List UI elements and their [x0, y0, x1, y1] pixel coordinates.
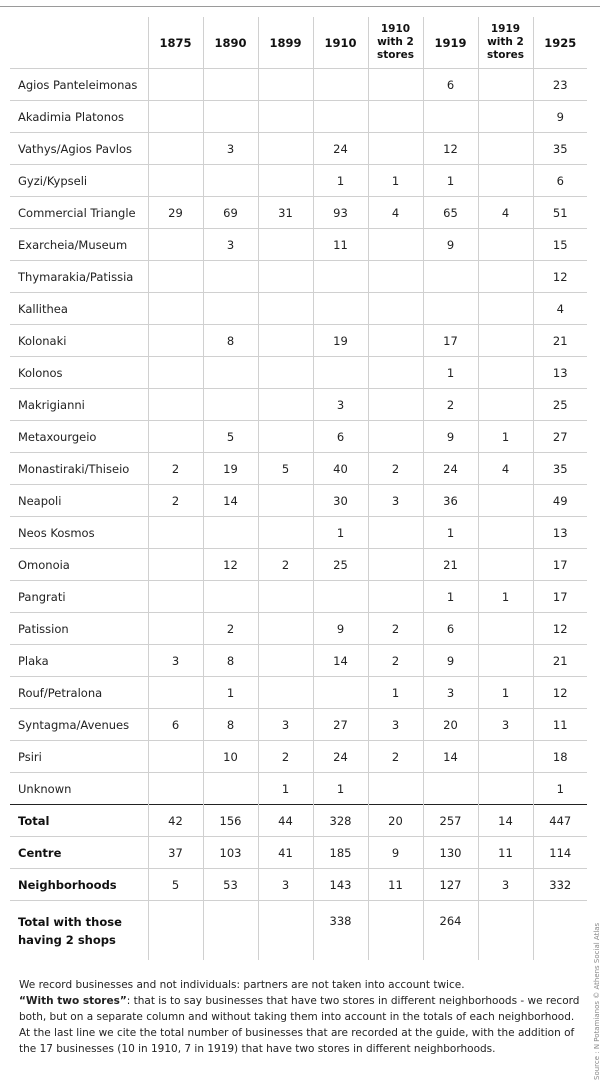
table-row — [10, 645, 587, 677]
table-row — [10, 741, 587, 773]
table-cell: 9 — [423, 421, 478, 453]
table-cell: 15 — [533, 229, 587, 261]
row-label: Metaxourgeio — [10, 421, 148, 453]
table-cell — [423, 261, 478, 293]
header-1899: 1899 — [258, 17, 313, 69]
table-cell — [148, 773, 203, 805]
table-cell: 1 — [203, 677, 258, 709]
table-cell — [478, 357, 533, 389]
table-row — [10, 581, 587, 613]
table-cell: 51 — [533, 197, 587, 229]
table-cell: 44 — [258, 805, 313, 837]
table-cell — [478, 229, 533, 261]
table-cell — [313, 69, 368, 101]
row-label: Kallithea — [10, 293, 148, 325]
table-cell — [368, 293, 423, 325]
table-cell — [478, 901, 533, 961]
table-cell — [258, 645, 313, 677]
table-cell: 338 — [313, 901, 368, 961]
table-cell: 14 — [423, 741, 478, 773]
row-label: Monastiraki/Thiseio — [10, 453, 148, 485]
table-row — [10, 293, 587, 325]
row-label: Makrigianni — [10, 389, 148, 421]
source-credit: Source : N Potamianos © Athens Social Atlas — [593, 922, 601, 1080]
row-label: Neapoli — [10, 485, 148, 517]
table-cell: 24 — [423, 453, 478, 485]
table-cell — [423, 293, 478, 325]
table-cell: 11 — [368, 869, 423, 901]
table-row — [10, 229, 587, 261]
table-cell: 21 — [533, 645, 587, 677]
table-cell: 2 — [148, 453, 203, 485]
table-row — [10, 261, 587, 293]
table-cell — [368, 773, 423, 805]
table-cell: 2 — [368, 453, 423, 485]
table-cell: 1 — [313, 165, 368, 197]
table-cell: 3 — [478, 709, 533, 741]
table-row — [10, 709, 587, 741]
table-cell: 8 — [203, 325, 258, 357]
table-cell: 27 — [313, 709, 368, 741]
table-cell: 93 — [313, 197, 368, 229]
table-cell — [258, 613, 313, 645]
table-cell: 29 — [148, 197, 203, 229]
table-cell — [258, 421, 313, 453]
table-row — [10, 325, 587, 357]
table-row — [10, 421, 587, 453]
table-cell — [148, 101, 203, 133]
table-cell: 1 — [423, 581, 478, 613]
table-cell — [148, 677, 203, 709]
table-cell — [478, 773, 533, 805]
table-cell: 25 — [533, 389, 587, 421]
table-cell: 12 — [533, 613, 587, 645]
table-cell — [148, 325, 203, 357]
table-cell: 11 — [313, 229, 368, 261]
table-cell: 12 — [203, 549, 258, 581]
table-cell: 103 — [203, 837, 258, 869]
table-cell: 9 — [313, 613, 368, 645]
table-cell: 2 — [148, 485, 203, 517]
table-cell: 2 — [258, 549, 313, 581]
table-cell — [423, 773, 478, 805]
note-line — [19, 993, 589, 1025]
table-cell: 1 — [423, 357, 478, 389]
table-cell: 19 — [203, 453, 258, 485]
table-cell: 6 — [148, 709, 203, 741]
table-cell — [148, 613, 203, 645]
table-cell: 6 — [423, 613, 478, 645]
table-cell: 12 — [533, 261, 587, 293]
table-cell: 8 — [203, 709, 258, 741]
table-cell: 13 — [533, 517, 587, 549]
top-rule — [0, 6, 600, 7]
table-cell: 130 — [423, 837, 478, 869]
table-cell: 3 — [423, 677, 478, 709]
table-cell — [313, 357, 368, 389]
row-label: Neighborhoods — [10, 869, 148, 901]
table-cell — [148, 517, 203, 549]
row-label: Plaka — [10, 645, 148, 677]
table-cell: 53 — [203, 869, 258, 901]
row-label: Psiri — [10, 741, 148, 773]
table-cell: 114 — [533, 837, 587, 869]
header-corner — [10, 17, 148, 69]
table-cell: 17 — [533, 581, 587, 613]
table-cell — [313, 677, 368, 709]
table-row — [10, 549, 587, 581]
table-cell — [203, 261, 258, 293]
table-cell — [478, 261, 533, 293]
table-cell: 1 — [533, 773, 587, 805]
table-cell: 2 — [423, 389, 478, 421]
table-cell: 6 — [313, 421, 368, 453]
table-cell: 14 — [478, 805, 533, 837]
table-cell: 49 — [533, 485, 587, 517]
table-cell — [368, 325, 423, 357]
header-1890: 1890 — [203, 17, 258, 69]
row-label: Rouf/Petralona — [10, 677, 148, 709]
table-cell — [368, 261, 423, 293]
table-cell — [258, 101, 313, 133]
table-cell — [368, 421, 423, 453]
table-cell: 4 — [478, 453, 533, 485]
table-cell: 264 — [423, 901, 478, 961]
table-cell — [478, 165, 533, 197]
table-row — [10, 613, 587, 645]
row-label: Kolonaki — [10, 325, 148, 357]
table-cell: 69 — [203, 197, 258, 229]
table-cell: 1 — [368, 165, 423, 197]
table-cell: 40 — [313, 453, 368, 485]
table-cell: 13 — [533, 357, 587, 389]
table-cell: 9 — [533, 101, 587, 133]
table-cell — [148, 549, 203, 581]
table-cell — [258, 357, 313, 389]
table-cell: 4 — [368, 197, 423, 229]
table-cell — [258, 581, 313, 613]
table-cell: 11 — [478, 837, 533, 869]
table-cell: 1 — [258, 773, 313, 805]
table-cell: 65 — [423, 197, 478, 229]
row-label: Total with those having 2 shops — [10, 901, 148, 961]
table-cell: 2 — [368, 613, 423, 645]
table-row — [10, 357, 587, 389]
table-cell: 2 — [258, 741, 313, 773]
table-cell: 42 — [148, 805, 203, 837]
note-line: We record businesses and not individuals: partners are not taken into account twice. — [19, 979, 465, 991]
table-cell: 23 — [533, 69, 587, 101]
table-cell: 1 — [313, 773, 368, 805]
table-cell: 1 — [423, 517, 478, 549]
table-cell: 3 — [368, 709, 423, 741]
table-cell: 2 — [368, 645, 423, 677]
table-cell: 10 — [203, 741, 258, 773]
table-cell: 35 — [533, 133, 587, 165]
table-cell: 31 — [258, 197, 313, 229]
table-cell: 3 — [203, 229, 258, 261]
table-cell: 3 — [148, 645, 203, 677]
note-line: At the last line we cite the total number of businesses that are recorded at the guide, with the addition of the 17 businesses (10 in 1910, 7 in 1919) that have two stores in different neighborhoods. — [19, 1027, 575, 1055]
table-cell: 17 — [423, 325, 478, 357]
row-label: Agios Panteleimonas — [10, 69, 148, 101]
table-cell: 6 — [533, 165, 587, 197]
table-cell: 9 — [423, 645, 478, 677]
row-label: Centre — [10, 837, 148, 869]
table-cell — [148, 901, 203, 961]
header-1919: 1919 — [423, 17, 478, 69]
header-row — [10, 17, 587, 69]
table-cell — [368, 357, 423, 389]
table-cell — [148, 581, 203, 613]
table-cell: 1 — [478, 421, 533, 453]
table-cell: 35 — [533, 453, 587, 485]
table-cell — [258, 677, 313, 709]
table-cell — [368, 901, 423, 961]
table-cell — [148, 229, 203, 261]
table-cell: 12 — [423, 133, 478, 165]
table-cell — [203, 773, 258, 805]
table-cell — [148, 741, 203, 773]
table-cell — [148, 69, 203, 101]
table-cell: 143 — [313, 869, 368, 901]
table-cell: 332 — [533, 869, 587, 901]
table-cell — [423, 101, 478, 133]
header-1925: 1925 — [533, 17, 587, 69]
table-cell — [368, 517, 423, 549]
table-cell: 5 — [148, 869, 203, 901]
table-cell — [203, 69, 258, 101]
table-cell: 3 — [203, 133, 258, 165]
table-cell: 9 — [423, 229, 478, 261]
table-cell — [148, 165, 203, 197]
table-cell: 3 — [478, 869, 533, 901]
table-cell: 1 — [423, 165, 478, 197]
table-cell: 20 — [368, 805, 423, 837]
table-cell — [478, 101, 533, 133]
table-cell: 1 — [478, 581, 533, 613]
table-cell — [258, 261, 313, 293]
table-row — [10, 69, 587, 101]
row-label: Unknown — [10, 773, 148, 805]
table-cell — [478, 325, 533, 357]
table-cell — [258, 901, 313, 961]
table-cell: 3 — [313, 389, 368, 421]
table-cell — [203, 901, 258, 961]
table-cell — [478, 389, 533, 421]
table-cell: 257 — [423, 805, 478, 837]
table-cell — [148, 389, 203, 421]
table-cell: 18 — [533, 741, 587, 773]
table-cell: 17 — [533, 549, 587, 581]
table-cell: 41 — [258, 837, 313, 869]
table-cell — [258, 133, 313, 165]
table-cell — [203, 517, 258, 549]
table-cell — [533, 901, 587, 961]
table-row — [10, 837, 587, 869]
table-cell — [368, 101, 423, 133]
row-label: Akadimia Platonos — [10, 101, 148, 133]
table-cell: 27 — [533, 421, 587, 453]
table-cell: 127 — [423, 869, 478, 901]
table-row — [10, 453, 587, 485]
table-cell: 3 — [258, 709, 313, 741]
table-cell — [148, 261, 203, 293]
businesses-table — [10, 17, 587, 960]
table-cell: 1 — [478, 677, 533, 709]
table-cell: 2 — [368, 741, 423, 773]
table-cell — [478, 517, 533, 549]
table-cell — [478, 645, 533, 677]
table-cell — [203, 581, 258, 613]
table-cell — [368, 549, 423, 581]
table-cell — [258, 325, 313, 357]
table-row — [10, 901, 587, 961]
table-cell: 36 — [423, 485, 478, 517]
row-label: Total — [10, 805, 148, 837]
header-1910-2-stores: 1910 with 2 stores — [368, 17, 423, 69]
table-cell — [478, 741, 533, 773]
table-body — [10, 69, 587, 961]
table-row — [10, 517, 587, 549]
table-cell: 25 — [313, 549, 368, 581]
table-cell: 12 — [533, 677, 587, 709]
table-cell: 20 — [423, 709, 478, 741]
table-cell — [478, 613, 533, 645]
table-row — [10, 485, 587, 517]
table-cell — [203, 389, 258, 421]
header-1910: 1910 — [313, 17, 368, 69]
table-cell: 185 — [313, 837, 368, 869]
table-cell: 4 — [478, 197, 533, 229]
table-cell — [478, 293, 533, 325]
table-row — [10, 133, 587, 165]
table-cell — [313, 261, 368, 293]
header-1875: 1875 — [148, 17, 203, 69]
row-label: Gyzi/Kypseli — [10, 165, 148, 197]
table-cell — [313, 101, 368, 133]
table-row — [10, 869, 587, 901]
row-label: Vathys/Agios Pavlos — [10, 133, 148, 165]
table-cell — [203, 101, 258, 133]
table-cell — [148, 421, 203, 453]
table-cell: 5 — [258, 453, 313, 485]
table-row — [10, 165, 587, 197]
table-cell — [478, 485, 533, 517]
table-cell — [258, 165, 313, 197]
table-cell: 3 — [368, 485, 423, 517]
table-cell — [478, 133, 533, 165]
table-cell: 9 — [368, 837, 423, 869]
row-label: Pangrati — [10, 581, 148, 613]
table-cell: 1 — [368, 677, 423, 709]
table-cell — [148, 133, 203, 165]
table-cell: 2 — [203, 613, 258, 645]
table-row — [10, 101, 587, 133]
table-cell: 4 — [533, 293, 587, 325]
table-cell: 19 — [313, 325, 368, 357]
table-cell: 11 — [533, 709, 587, 741]
table-cell — [368, 133, 423, 165]
table-cell — [478, 69, 533, 101]
table-cell — [313, 581, 368, 613]
table-cell — [148, 357, 203, 389]
row-label: Kolonos — [10, 357, 148, 389]
header-1919-2-stores: 1919 with 2 stores — [478, 17, 533, 69]
row-label: Omonoia — [10, 549, 148, 581]
row-label: Patission — [10, 613, 148, 645]
note-emphasis: “With two stores” — [19, 995, 127, 1007]
table-cell — [368, 69, 423, 101]
footnotes — [19, 977, 589, 1057]
table-cell — [258, 389, 313, 421]
table-cell — [368, 229, 423, 261]
table-cell — [368, 581, 423, 613]
table-cell — [258, 293, 313, 325]
table-cell — [258, 517, 313, 549]
table-cell — [258, 69, 313, 101]
table-cell: 21 — [423, 549, 478, 581]
table-cell — [203, 165, 258, 197]
table-row — [10, 773, 587, 805]
table-cell — [313, 293, 368, 325]
table-cell: 6 — [423, 69, 478, 101]
note-text: : that is to say businesses that have two stores in different neighborhoods - we record both, but on a separate column and without taking them into account in the totals of each neighborhood. — [19, 995, 580, 1023]
table-cell — [203, 293, 258, 325]
row-label: Neos Kosmos — [10, 517, 148, 549]
table-cell — [258, 485, 313, 517]
row-label: Exarcheia/Museum — [10, 229, 148, 261]
table-cell: 328 — [313, 805, 368, 837]
table-row — [10, 805, 587, 837]
table-cell: 14 — [203, 485, 258, 517]
row-label: Commercial Triangle — [10, 197, 148, 229]
table-cell: 3 — [258, 869, 313, 901]
table-cell: 24 — [313, 133, 368, 165]
table-cell: 447 — [533, 805, 587, 837]
table-cell: 5 — [203, 421, 258, 453]
table-cell: 8 — [203, 645, 258, 677]
table-cell — [203, 357, 258, 389]
table-row — [10, 197, 587, 229]
table-cell: 30 — [313, 485, 368, 517]
table-cell — [368, 389, 423, 421]
table-row — [10, 677, 587, 709]
table-cell: 14 — [313, 645, 368, 677]
table-cell — [258, 229, 313, 261]
table-cell: 156 — [203, 805, 258, 837]
row-label: Syntagma/Avenues — [10, 709, 148, 741]
table-cell — [478, 549, 533, 581]
table-cell: 1 — [313, 517, 368, 549]
table-cell: 21 — [533, 325, 587, 357]
table-row — [10, 389, 587, 421]
table-cell: 37 — [148, 837, 203, 869]
table-cell — [148, 293, 203, 325]
row-label: Thymarakia/Patissia — [10, 261, 148, 293]
table-cell: 24 — [313, 741, 368, 773]
